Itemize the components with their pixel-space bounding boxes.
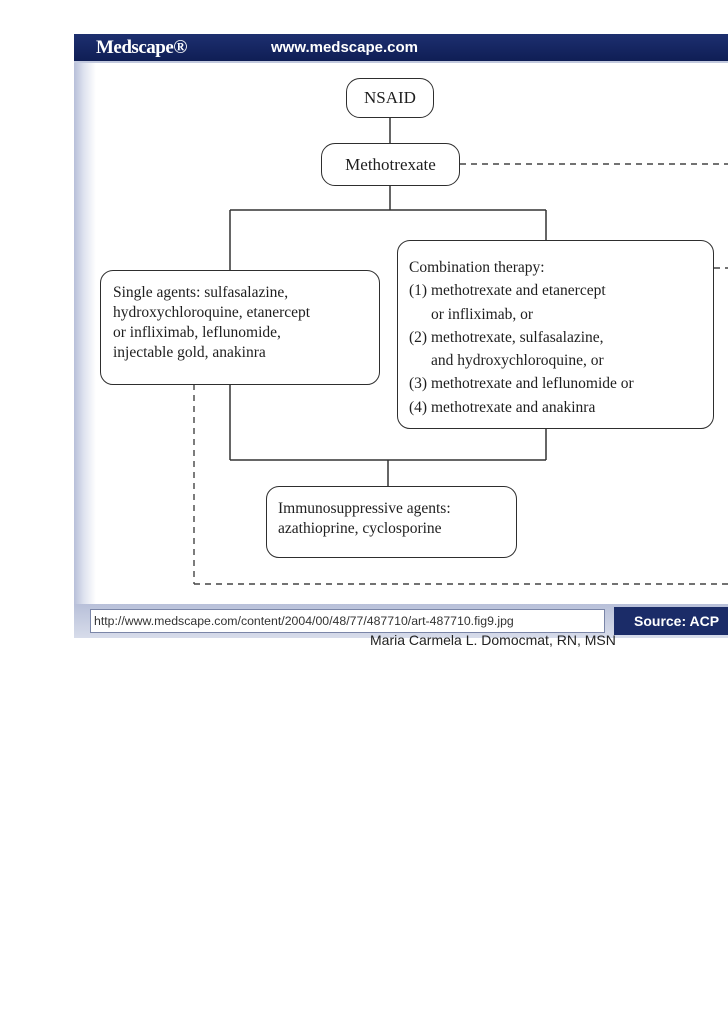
single-agents-line: injectable gold, anakinra <box>113 344 266 361</box>
source-label: Source: ACP <box>614 607 728 635</box>
site-url: www.medscape.com <box>271 39 418 56</box>
medscape-logo: Medscape® <box>96 37 187 58</box>
combination-line: (3) methotrexate and leflunomide or <box>409 375 634 393</box>
immuno-line: azathioprine, cyclosporine <box>278 520 442 537</box>
combination-title: Combination therapy: <box>409 259 545 276</box>
single-agents-line: Single agents: sulfasalazine, <box>113 284 289 301</box>
single-agents-box <box>100 270 380 385</box>
nsaid-label: NSAID <box>364 88 416 107</box>
immunosuppressive-box <box>266 486 517 558</box>
methotrexate-label: Methotrexate <box>345 154 436 174</box>
single-agents-line: hydroxychloroquine, etanercept <box>113 304 311 321</box>
combination-therapy-box <box>397 240 714 429</box>
immuno-line: Immunosuppressive agents: <box>278 500 451 517</box>
methotrexate-box <box>321 143 460 186</box>
source-url: http://www.medscape.com/content/2004/00/48/77/487710/art-487710.fig9.jpg <box>90 609 605 633</box>
author-credit: Maria Carmela L. Domocmat, RN, MSN <box>370 632 616 648</box>
nsaid-box <box>346 78 434 118</box>
combination-line: (2) methotrexate, sulfasalazine, <box>409 328 604 346</box>
combination-line: and hydroxychloroquine, or <box>431 352 604 370</box>
single-agents-line: or infliximab, leflunomide, <box>113 324 281 341</box>
combination-line: or infliximab, or <box>431 305 534 323</box>
combination-line: (1) methotrexate and etanercept <box>409 282 606 300</box>
combination-line: (4) methotrexate and anakinra <box>409 398 596 416</box>
